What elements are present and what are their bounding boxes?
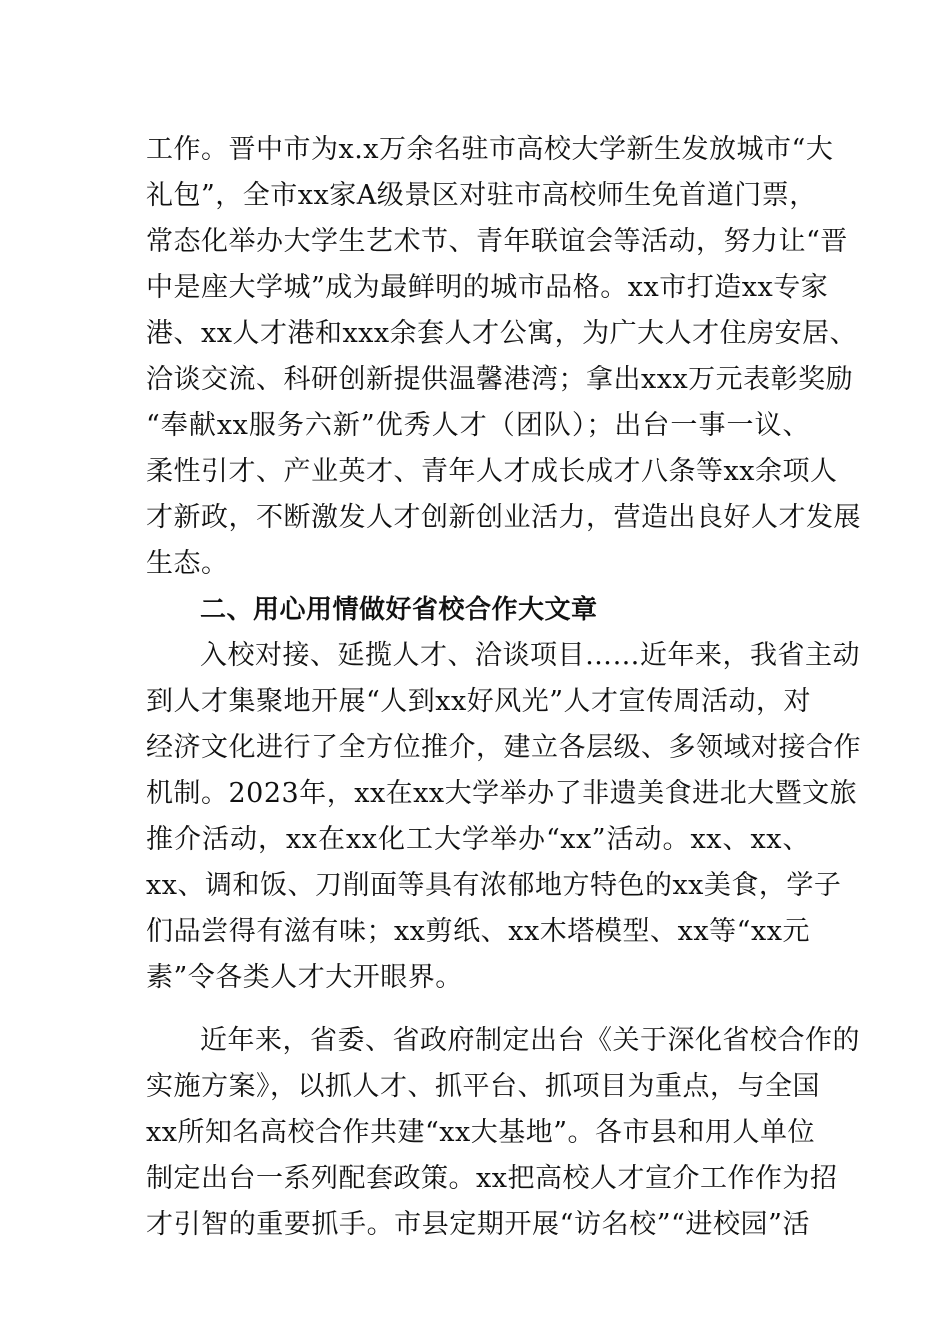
text-line: 到人才集聚地开展“人到xx好风光”人才宣传周活动，对 [146, 686, 812, 717]
text-line: 入校对接、延揽人才、洽谈项目……近年来，我省主动 [200, 640, 860, 671]
text-line: 们品尝得有滋有味；xx剪纸、xx木塔模型、xx等“xx元 [146, 916, 810, 947]
section-heading: 二、用心用情做好省校合作大文章 [200, 595, 598, 625]
text-line: 洽谈交流、科研创新提供温馨港湾；拿出xxx万元表彰奖励 [146, 364, 854, 395]
text-line: 中是座大学城”成为最鲜明的城市品格。xx市打造xx专家 [146, 272, 829, 303]
text-line: 近年来，省委、省政府制定出台《关于深化省校合作的 [200, 1025, 860, 1056]
text-line: 才新政，不断激发人才创新创业活力，营造出良好人才发展 [146, 502, 861, 533]
text-line: 推介活动，xx在xx化工大学举办“xx”活动。xx、xx、 [146, 824, 810, 855]
text-line: 实施方案》，以抓人才、抓平台、抓项目为重点，与全国 [146, 1071, 820, 1102]
text-line: 素”令各类人才大开眼界。 [146, 962, 463, 993]
text-line: 制定出台一系列配套政策。xx把高校人才宣介工作作为招 [146, 1163, 838, 1194]
text-line: 工作。晋中市为x.x万余名驻市高校大学新生发放城市“大 [146, 134, 834, 165]
text-line: 礼包”，全市xx家A级景区对驻市高校师生免首道门票， [146, 180, 817, 211]
text-line: 柔性引才、产业英才、青年人才成长成才八条等xx余项人 [146, 456, 838, 487]
text-line: 生态。 [146, 548, 229, 579]
text-line: 才引智的重要抓手。市县定期开展“访名校”“进校园”活 [146, 1209, 810, 1240]
text-line: xx、调和饭、刀削面等具有浓郁地方特色的xx美食，学子 [146, 870, 842, 901]
text-line: 机制。2023年，xx在xx大学举办了非遗美食进北大暨文旅 [146, 778, 858, 809]
text-line: xx所知名高校合作共建“xx大基地”。各市县和用人单位 [146, 1117, 816, 1148]
text-line: 经济文化进行了全方位推介，建立各层级、多领域对接合作 [146, 732, 861, 763]
text-line: “奉献xx服务六新”优秀人才（团队）；出台一事一议、 [146, 410, 810, 441]
text-line: 港、xx人才港和xxx余套人才公寓，为广大人才住房安居、 [146, 318, 858, 349]
text-line: 常态化举办大学生艺术节、青年联谊会等活动，努力让“晋 [146, 226, 848, 257]
